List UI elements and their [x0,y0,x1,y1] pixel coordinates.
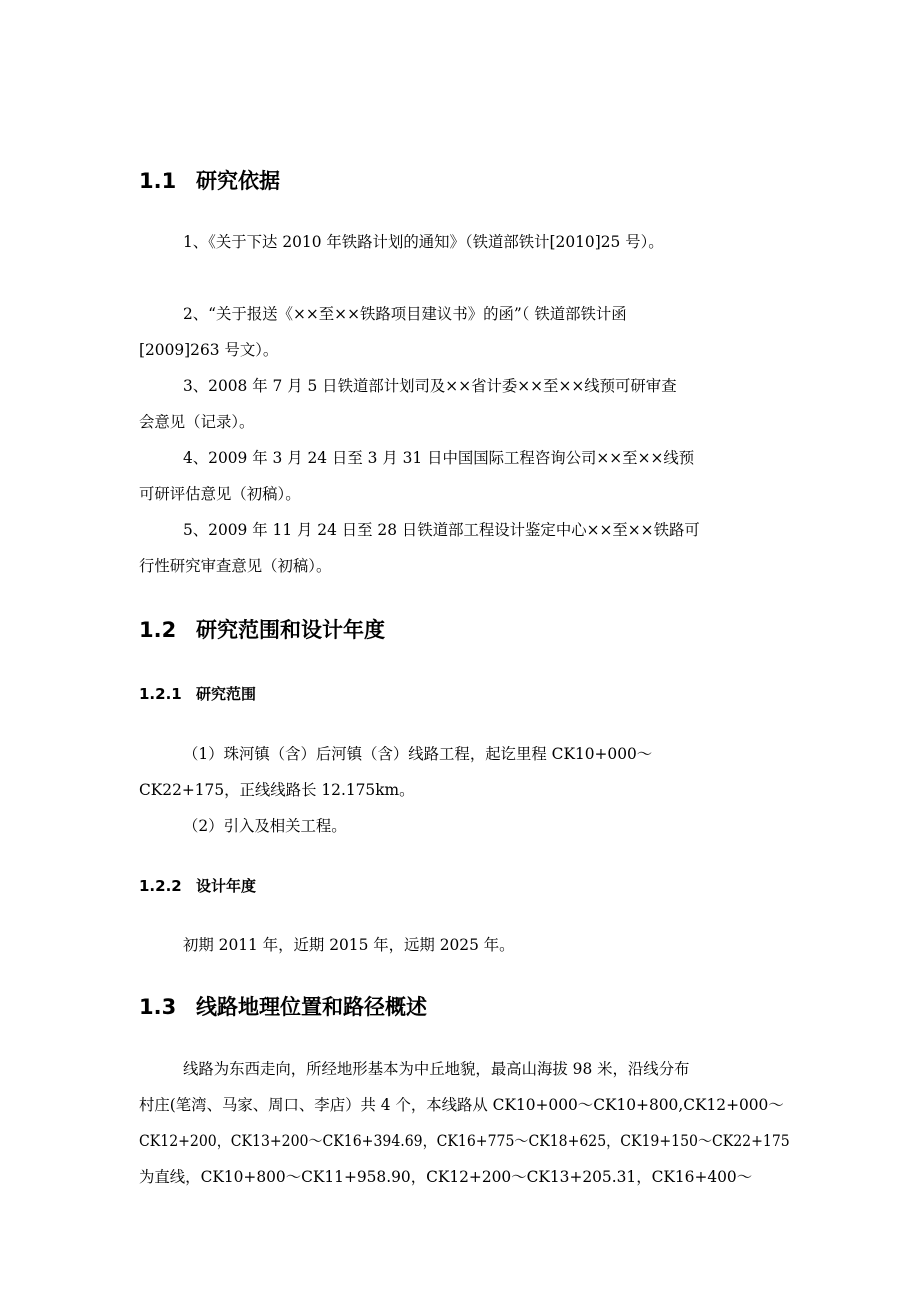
heading-title: 设计年度 [196,877,257,895]
route-line-2: 村庄(笔湾、马家、周口、李店）共 4 个，本线路从 CK10+000～CK10+800,CK12+000～ [139,1096,784,1114]
basis-item-2-line-2: [2009]263 号文）。 [139,341,279,359]
basis-item-4-line-1: 4、2009 年 3 月 24 日至 3 月 31 日中国国际工程咨询公司××至××线预 [183,449,695,467]
heading-1-2-1 [139,682,256,706]
scope-item-2: （2）引入及相关工程。 [183,817,347,835]
scope-item-1-line-2: CK22+175，正线线路长 12.175km。 [139,781,415,799]
route-line-3: CK12+200，CK13+200～CK16+394.69，CK16+775～CK18+625，CK19+150～CK22+175 [139,1132,790,1150]
route-line-1: 线路为东西走向，所经地形基本为中丘地貌，最高山海拔 98 米，沿线分布 [183,1060,690,1078]
basis-item-3-line-2: 会意见（记录）。 [139,413,255,431]
scope-item-1-line-1: （1）珠河镇（含）后河镇（含）线路工程，起讫里程 CK10+000～ [183,745,653,763]
basis-item-2-line-1: 2、“关于报送《××至××铁路项目建议书》的函”（ 铁道部铁计函 [183,305,627,323]
heading-number: 1.3 [139,995,177,1019]
heading-number: 1.2.1 [139,685,182,703]
heading-1-1 [139,166,280,196]
basis-item-5-line-2: 行性研究审查意见（初稿）。 [139,557,332,575]
heading-title: 线路地理位置和路径概述 [196,995,427,1019]
basis-item-1: 1、《关于下达 2010 年铁路计划的通知》（铁道部铁计[2010]25 号）。 [183,233,664,251]
basis-item-3-line-1: 3、2008 年 7 月 5 日铁道部计划司及××省计委××至××线预可研审查 [183,377,677,395]
heading-1-3 [139,992,427,1022]
heading-number: 1.1 [139,169,177,193]
basis-item-4-line-2: 可研评估意见（初稿）。 [139,485,301,503]
route-line-4: 为直线，CK10+800～CK11+958.90，CK12+200～CK13+205.31，CK16+400～ [139,1168,753,1186]
heading-number: 1.2 [139,618,177,642]
heading-title: 研究范围 [196,685,257,703]
heading-1-2-2 [139,874,256,898]
heading-title: 研究范围和设计年度 [196,618,385,642]
heading-1-2 [139,615,385,645]
design-year-text: 初期 2011 年，近期 2015 年，远期 2025 年。 [183,936,515,954]
basis-item-5-line-1: 5、2009 年 11 月 24 日至 28 日铁道部工程设计鉴定中心××至××铁路可 [183,521,700,539]
heading-title: 研究依据 [196,169,280,193]
heading-number: 1.2.2 [139,877,182,895]
